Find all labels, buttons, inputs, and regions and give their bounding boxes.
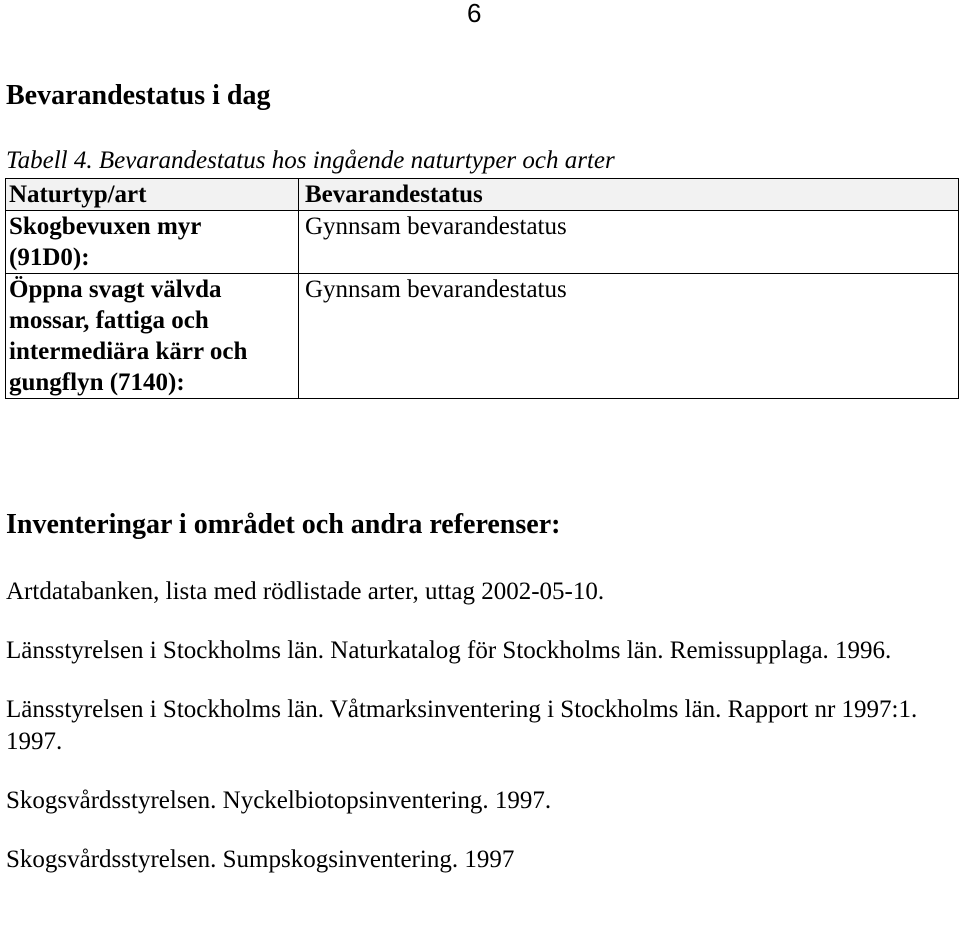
habitat-line: (91D0): (9, 244, 90, 271)
habitat-line: Skogbevuxen myr (9, 213, 202, 240)
page-number: 6 (467, 0, 482, 28)
habitat-line: mossar, fattiga och (9, 307, 209, 334)
column-header-habitat: Naturtyp/art (6, 179, 299, 211)
reference-item: Länsstyrelsen i Stockholms län. Våtmarksinventering i Stockholms län. Rapport nr 1997:1. 1997. (6, 696, 918, 755)
reference-item: Länsstyrelsen i Stockholms län. Naturkatalog för Stockholms län. Remissupplaga. 1996. (6, 637, 892, 664)
column-header-status: Bevarandestatus (299, 179, 959, 211)
table-caption: Tabell 4. Bevarandestatus hos ingående naturtyper och arter (6, 147, 615, 174)
habitat-line: Öppna svagt välvda (9, 276, 222, 303)
reference-item: Skogsvårdsstyrelsen. Sumpskogsinventering. 1997 (6, 846, 515, 873)
habitat-line: intermediära kärr och (9, 338, 248, 365)
habitat-line: gungflyn (7140): (9, 369, 185, 396)
section-title: Bevarandestatus i dag (6, 80, 271, 111)
status-cell: Gynnsam bevarandestatus (299, 274, 959, 399)
conservation-status-table (5, 178, 959, 399)
references-title: Inventeringar i området och andra referenser: (6, 509, 561, 540)
habitat-cell (6, 211, 299, 274)
table-row (6, 274, 959, 399)
reference-item: Skogsvårdsstyrelsen. Nyckelbiotopsinventering. 1997. (6, 787, 552, 814)
references-list (6, 576, 956, 903)
reference-item: Artdatabanken, lista med rödlistade arter, uttag 2002-05-10. (6, 578, 605, 605)
table-row (6, 211, 959, 274)
status-cell: Gynnsam bevarandestatus (299, 211, 959, 274)
habitat-cell (6, 274, 299, 399)
table-header-row (6, 179, 959, 211)
